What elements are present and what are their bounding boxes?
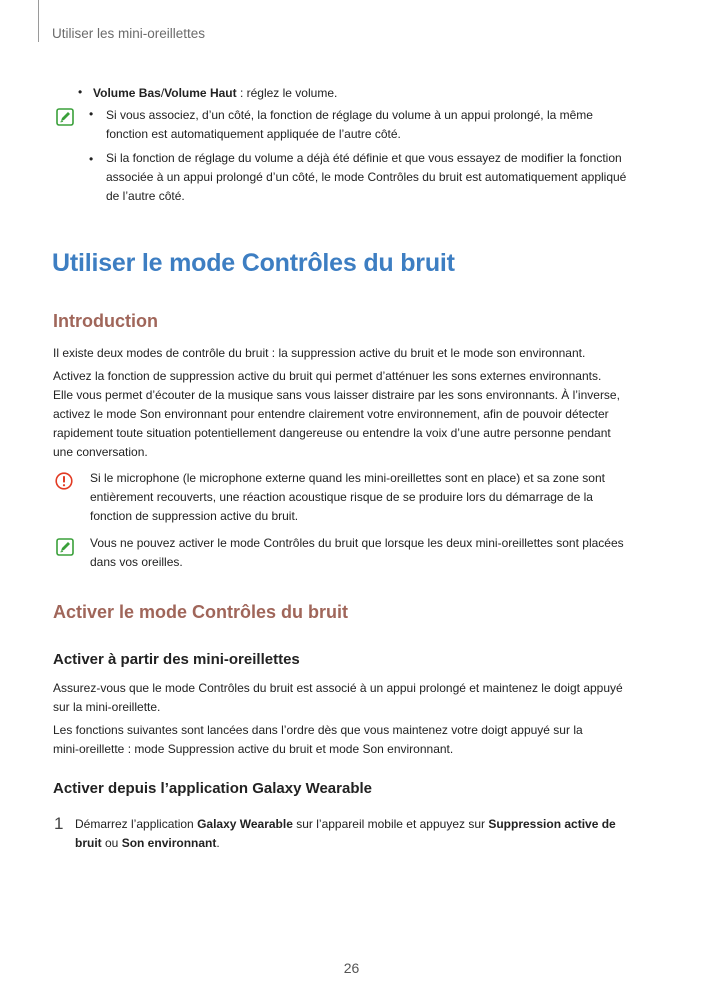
intro-paragraph-2	[53, 367, 673, 462]
caution-line: fonction de suppression active du bruit.	[90, 509, 299, 523]
activate-from-earbuds-heading: Activer à partir des mini-oreillettes	[53, 651, 300, 668]
paragraph-line: Activez la fonction de suppression active du bruit qui permet d’atténuer les sons externes environnants.	[53, 369, 602, 383]
step-text: sur l’appareil mobile et appuyez sur	[292, 817, 489, 831]
note-pencil-icon	[56, 108, 74, 126]
volume-bullet-text: : réglez le volume.	[236, 86, 338, 100]
suppression-label-end: bruit	[75, 836, 102, 850]
step-number: 1	[54, 814, 64, 833]
intro-paragraph-1: Il existe deux modes de contrôle du bruit : la suppression active du bruit et le mode son environnant.	[53, 346, 586, 360]
step-text: .	[216, 836, 220, 850]
paragraph-line: sur la mini-oreillette.	[53, 700, 161, 714]
activate-earbuds-paragraph-2	[53, 721, 673, 759]
caution-line: Si le microphone (le microphone externe quand les mini-oreillettes sont en place) et sa zone sont	[90, 471, 605, 485]
note-line: Vous ne pouvez activer le mode Contrôles du bruit que lorsque les deux mini-oreillettes sont placées	[90, 536, 624, 550]
note-line: Si la fonction de réglage du volume a déjà été définie et que vous essayez de modifier la fonction	[106, 151, 622, 165]
bullet-dot: •	[89, 152, 94, 166]
paragraph-line: Assurez-vous que le mode Contrôles du bruit est associé à un appui prolongé et maintenez le doigt appuyé	[53, 681, 623, 695]
introduction-heading: Introduction	[53, 311, 158, 331]
step-text: ou	[101, 836, 122, 850]
activate-earbuds-paragraph-1	[53, 679, 673, 717]
caution-exclamation-icon	[55, 472, 73, 490]
volume-haut-label: Volume Haut	[164, 86, 237, 100]
son-environnant-label: Son environnant	[121, 836, 217, 850]
activate-from-app-heading: Activer depuis l’application Galaxy Wearable	[53, 780, 373, 797]
page-margin-rule	[38, 0, 39, 42]
caution-text	[90, 469, 670, 526]
page-number: 26	[343, 960, 360, 976]
note-pencil-icon	[56, 538, 74, 556]
step-line-2	[75, 834, 675, 853]
note-line: associée à un appui prolongé d’un côté, le mode Contrôles du bruit est automatiquement appliqué	[106, 170, 627, 184]
note2-text	[90, 534, 670, 572]
note1-item-1	[106, 106, 666, 144]
paragraph-line: rapidement toute situation potentiellement dangereuse ou entendre la voix d’une autre personne pendant	[53, 426, 611, 440]
note-line: Si vous associez, d’un côté, la fonction de réglage du volume à un appui prolongé, la même	[106, 108, 593, 122]
paragraph-line: mini-oreillette : mode Suppression active du bruit et mode Son environnant.	[53, 742, 454, 756]
paragraph-line: une conversation.	[53, 445, 148, 459]
running-header: Utiliser les mini-oreillettes	[52, 26, 206, 41]
volume-bullet	[93, 84, 337, 103]
activate-heading: Activer le mode Contrôles du bruit	[53, 602, 349, 622]
note-line: dans vos oreilles.	[90, 555, 183, 569]
paragraph-line: Elle vous permet d’écouter de la musique sans vous laisser distraire par les sons environnants. À l’inverse,	[53, 388, 620, 402]
suppression-label: Suppression active de	[488, 817, 616, 831]
separator: /	[160, 86, 165, 100]
paragraph-line: activez le mode Son environnant pour entendre clairement votre environnement, afin de pouvoir détecter	[53, 407, 609, 421]
step-text: Démarrez l’application	[75, 817, 198, 831]
step-1-text	[75, 815, 675, 853]
caution-line: entièrement recouverts, une réaction acoustique risque de se produire lors du démarrage de la	[90, 490, 593, 504]
paragraph-line: Les fonctions suivantes sont lancées dans l’ordre dès que vous maintenez votre doigt appuyé sur la	[53, 723, 583, 737]
step-line-1	[75, 815, 675, 834]
note-line: de l’autre côté.	[106, 189, 185, 203]
volume-bas-label: Volume Bas	[93, 86, 161, 100]
section-title: Utiliser le mode Contrôles du bruit	[52, 249, 455, 277]
bullet-dot: •	[78, 85, 83, 99]
note1-item-2	[106, 149, 676, 206]
note-line: fonction est automatiquement appliquée de l’autre côté.	[106, 127, 401, 141]
bullet-dot: •	[89, 107, 94, 121]
galaxy-wearable-label: Galaxy Wearable	[197, 817, 293, 831]
